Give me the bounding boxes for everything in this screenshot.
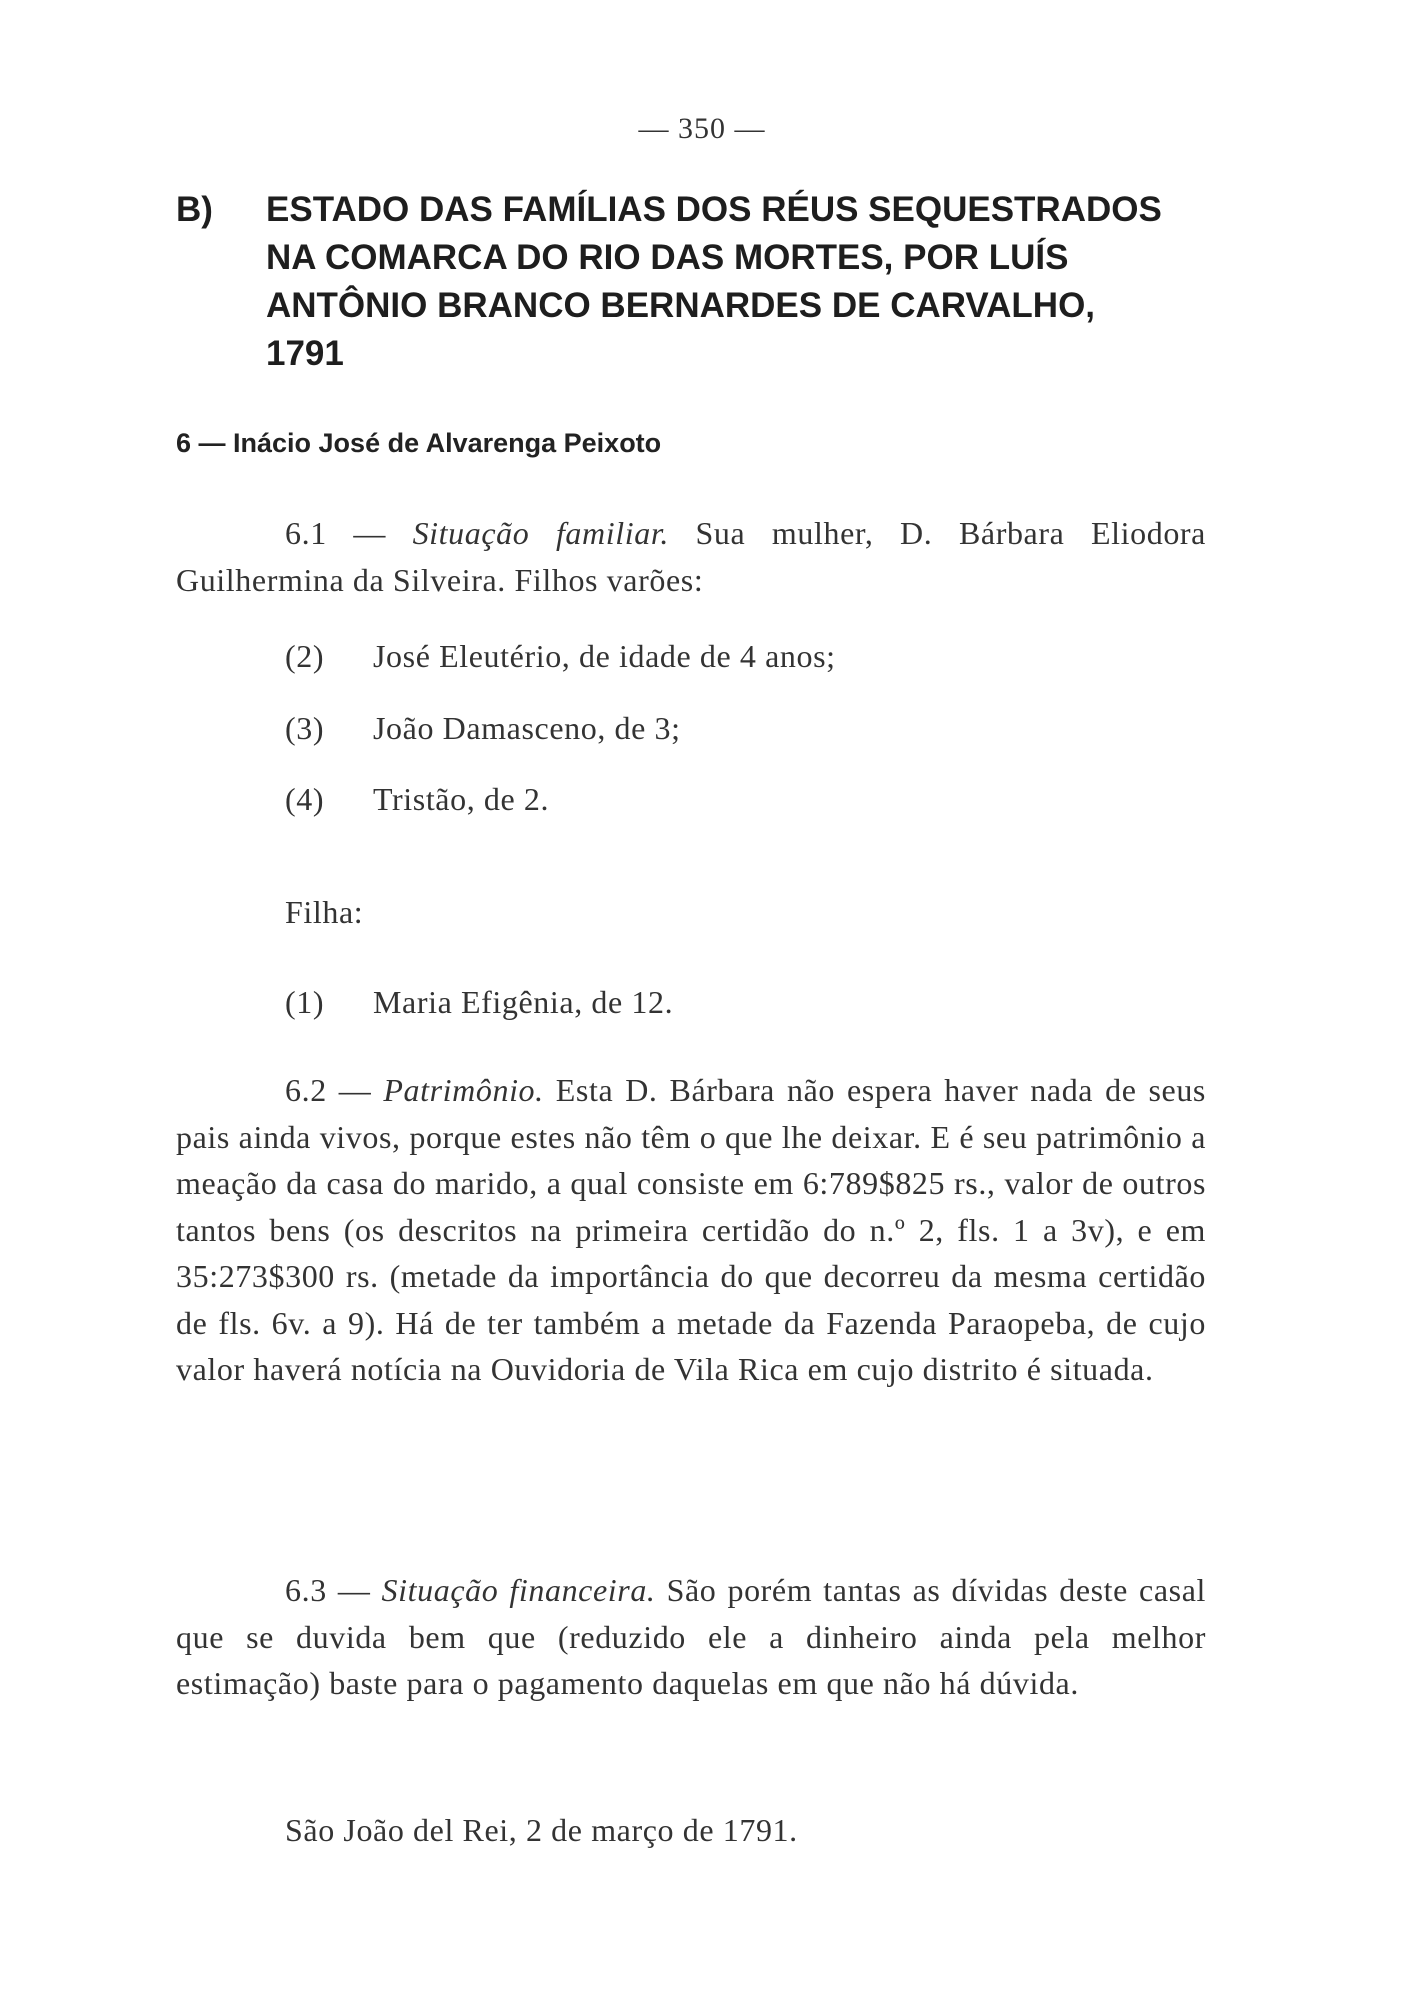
paragraph-patrimonio (176, 1067, 1206, 1393)
paragraph-title: Patrimônio. (383, 1072, 544, 1108)
section-title-row (176, 234, 1206, 282)
paragraph-title: Situação financeira. (381, 1572, 656, 1608)
paragraph-situacao-familiar (176, 510, 1206, 603)
section-title-row (176, 330, 1206, 378)
page-number: — 350 — (638, 112, 766, 145)
paragraph-number: 6.1 — (285, 515, 386, 551)
daughters-label: Filha: (285, 894, 364, 930)
section-title (176, 186, 1206, 378)
list-item-number: (1) (285, 984, 325, 1020)
list-item-number: (4) (285, 781, 325, 817)
section-title-row (176, 282, 1206, 330)
section-title-line-1: ESTADO DAS FAMÍLIAS DOS RÉUS SEQUESTRADOS (266, 190, 1162, 229)
section-title-line-3: ANTÔNIO BRANCO BERNARDES DE CARVALHO, (266, 286, 1096, 325)
list-item (285, 710, 681, 747)
closing-date-line: São João del Rei, 2 de março de 1791. (285, 1812, 798, 1848)
paragraph-text: São porém tantas as dívidas deste casal que se duvida bem que (reduzido ele a dinheiro ainda pela melhor estimação) baste para o pagamento daquelas em que não há dúvida. (176, 1572, 1206, 1701)
list-item-number: (2) (285, 638, 325, 674)
paragraph-number: 6.3 — (285, 1572, 371, 1608)
section-title-row (176, 186, 1206, 234)
paragraph-text: Sua mulher, D. Bárbara Eliodora Guilhermina da Silveira. Filhos varões: (176, 515, 1206, 598)
section-title-line-2: NA COMARCA DO RIO DAS MORTES, POR LUÍS (266, 238, 1069, 277)
person-heading: 6 — Inácio José de Alvarenga Peixoto (176, 428, 662, 458)
list-item (285, 781, 549, 818)
list-item-text: José Eleutério, de idade de 4 anos; (373, 638, 836, 674)
paragraph-situacao-financeira (176, 1567, 1206, 1707)
list-item-text: Maria Efigênia, de 12. (373, 984, 674, 1020)
paragraph-title: Situação familiar. (412, 515, 669, 551)
paragraph-text: Esta D. Bárbara não espera haver nada de seus pais ainda vivos, porque estes não têm o que lhe deixar. E é seu patrimônio a meação da casa do marido, a qual consiste em 6:789$825 rs., valor de outros tantos bens (os descritos na primeira certidão do n.º 2, fls. 1 a 3v), e em 35:273$300 rs. (metade da importância do que decorreu da mesma certidão de fls. 6v. a 9). Há de ter também a metade da Fazenda Paraopeba, de cujo valor haverá notícia na Ouvidoria de Vila Rica em cujo distrito é situada. (176, 1072, 1206, 1387)
list-item (285, 984, 673, 1021)
list-item (285, 638, 836, 675)
list-item-text: Tristão, de 2. (373, 781, 550, 817)
section-letter: B) (176, 190, 213, 229)
paragraph-number: 6.2 — (285, 1072, 372, 1108)
list-item-text: João Damasceno, de 3; (373, 710, 681, 746)
section-title-line-4: 1791 (266, 334, 344, 373)
list-item-number: (3) (285, 710, 325, 746)
